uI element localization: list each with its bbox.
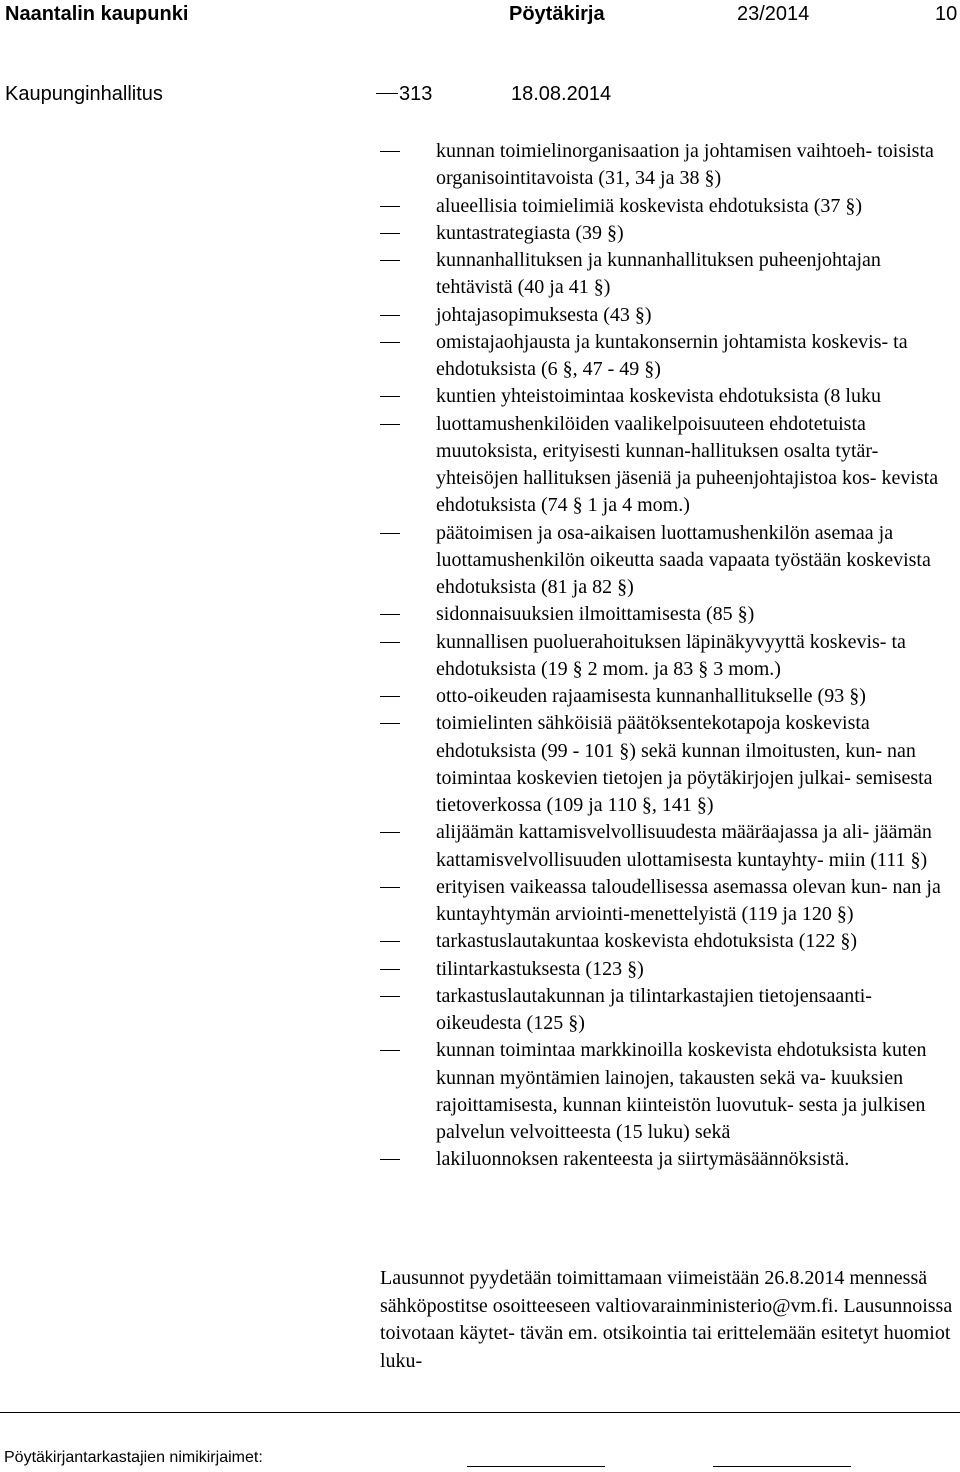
- topic-list: [380, 138, 955, 1174]
- footer-divider: [0, 1412, 960, 1413]
- organization-name: Naantalin kaupunki: [5, 3, 189, 25]
- meeting-date: 18.08.2014: [511, 83, 612, 105]
- list-item-text: toimielinten sähköisiä päätöksentekotapoja koskevista ehdotuksista (99 - 101 §) sekä kunnan ilmoitusten, kun- nan toimintaa koskevien tietojen ja pöytäkirjojen julkai- semisesta tietoverkossa (109 ja 110 §, 141 §): [436, 712, 933, 816]
- list-item-text: otto-oikeuden rajaamisesta kunnanhallitukselle (93 §): [436, 685, 866, 707]
- list-item-text: kunnallisen puoluerahoituksen läpinäkyvyyttä koskevis- ta ehdotuksista (19 § 2 mom. ja 83 § 3 mom.): [436, 630, 906, 680]
- dash-bullet: [380, 723, 400, 724]
- list-item-text: alijäämän kattamisvelvollisuudesta määräajassa ja ali- jäämän kattamisvelvollisuuden ulottamisesta kuntayhty- miin (111 §): [436, 821, 932, 871]
- list-item-text: kuntien yhteistoimintaa koskevista ehdotuksista (8 luku: [436, 385, 881, 408]
- list-item: [380, 383, 955, 410]
- list-item: [380, 819, 955, 874]
- dash-bullet: [380, 396, 400, 397]
- dash-bullet: [380, 424, 400, 425]
- dash-bullet: [380, 233, 400, 234]
- list-item: [380, 983, 955, 1038]
- dash-bullet: [380, 614, 400, 615]
- dash-bullet: [380, 996, 400, 997]
- dash-bullet: [380, 832, 400, 833]
- signature-line: [713, 1466, 851, 1467]
- list-item: [380, 411, 955, 520]
- list-item: [380, 928, 955, 955]
- list-item: [380, 874, 955, 929]
- list-item-text: johtajasopimuksesta (43 §): [436, 303, 652, 326]
- dash-bullet: [380, 696, 400, 697]
- dash-bullet: [380, 1159, 400, 1160]
- list-item: [380, 220, 955, 247]
- dash-bullet: [380, 151, 400, 152]
- dash-bullet: [380, 342, 400, 343]
- list-item: [380, 247, 955, 302]
- list-item-text: päätoimisen ja osa-aikaisen luottamushenkilön asemaa ja luottamushenkilön oikeutta saada vapaata työstään koskevista ehdotuksista (81 ja 82 §): [436, 521, 931, 598]
- dash-bullet: [380, 941, 400, 942]
- list-item-text: sidonnaisuuksien ilmoittamisesta (85 §): [436, 603, 755, 626]
- dash-bullet: [380, 887, 400, 888]
- list-item-text: alueellisia toimielimiä koskevista ehdotuksista (37 §): [436, 194, 863, 217]
- decision-body: Kaupunginhallitus: [5, 83, 163, 105]
- list-item-text: tarkastuslautakuntaa koskevista ehdotuksista (122 §): [436, 930, 858, 953]
- list-item: [380, 629, 955, 684]
- dash-bullet: [380, 206, 400, 207]
- closing-paragraph: Lausunnot pyydetään toimittamaan viimeistään 26.8.2014 mennessä sähköpostitse osoitteeseen valtiovarainministerio@vm.fi. Lausunnoissa toivotaan käytet- tävän em. otsikointia tai erittelemään esitetyt huomiot luku-: [380, 1267, 953, 1372]
- dash-bullet: [380, 533, 400, 534]
- list-item-text: lakiluonnoksen rakenteesta ja siirtymäsäännöksistä.: [436, 1148, 850, 1171]
- list-item: [380, 520, 955, 602]
- list-item: [380, 956, 955, 983]
- dash-bullet: [380, 642, 400, 643]
- list-item-text: luottamushenkilöiden vaalikelpoisuuteen ehdotetuista muutoksista, erityisesti kunnan-hallituksen osalta tytär- yhteisöjen hallituksen jäseniä ja puheenjohtajistoa kos- kevista ehdotuksista (74 § 1 ja 4 mom.): [436, 412, 939, 517]
- list-item-text: omistajaohjausta ja kuntakonsernin johtamista koskevis- ta ehdotuksista (6 §, 47 - 49 §): [436, 330, 908, 380]
- document-number: 23/2014: [737, 3, 810, 25]
- list-item-text: tilintarkastuksesta (123 §): [436, 957, 644, 980]
- signature-line: [467, 1466, 605, 1467]
- dash-bullet: [380, 260, 400, 261]
- list-item: [380, 302, 955, 329]
- section-underline: [376, 93, 398, 94]
- list-item-text: kunnan toimintaa markkinoilla koskevista ehdotuksista kuten kunnan myöntämien lainojen, takausten sekä va- kuuksien rajoittamisesta, kunnan kiinteistön luovutuk- sesta ja julkisen palvelun velvoitteesta (15 luku) sekä: [436, 1039, 927, 1143]
- dash-bullet: [380, 1050, 400, 1051]
- list-item-text: kunnan toimielinorganisaation ja johtamisen vaihtoeh- toisista organisointitavoista (31, 34 ja 38 §): [436, 140, 934, 190]
- list-item: [380, 683, 955, 710]
- list-item: [380, 193, 955, 220]
- dash-bullet: [380, 315, 400, 316]
- section-number: 313: [399, 83, 433, 105]
- list-item-text: erityisen vaikeassa taloudellisessa asemassa olevan kun- nan ja kuntayhtymän arviointi-menettelyistä (119 ja 120 §): [436, 875, 941, 925]
- reviewers-initials-label: Pöytäkirjantarkastajien nimikirjaimet:: [4, 1449, 263, 1466]
- list-item: [380, 601, 955, 628]
- list-item-text: kunnanhallituksen ja kunnanhallituksen puheenjohtajan tehtävistä (40 ja 41 §): [436, 249, 881, 299]
- list-item: [380, 1146, 955, 1173]
- list-item: [380, 329, 955, 384]
- list-item: [380, 1037, 955, 1146]
- list-item: [380, 138, 955, 193]
- list-item-text: tarkastuslautakunnan ja tilintarkastajien tietojensaanti- oikeudesta (125 §): [436, 984, 872, 1034]
- document-type: Pöytäkirja: [509, 3, 605, 25]
- list-item-text: kuntastrategiasta (39 §): [436, 221, 624, 244]
- list-item: [380, 710, 955, 819]
- page-number: 10: [935, 3, 958, 25]
- dash-bullet: [380, 969, 400, 970]
